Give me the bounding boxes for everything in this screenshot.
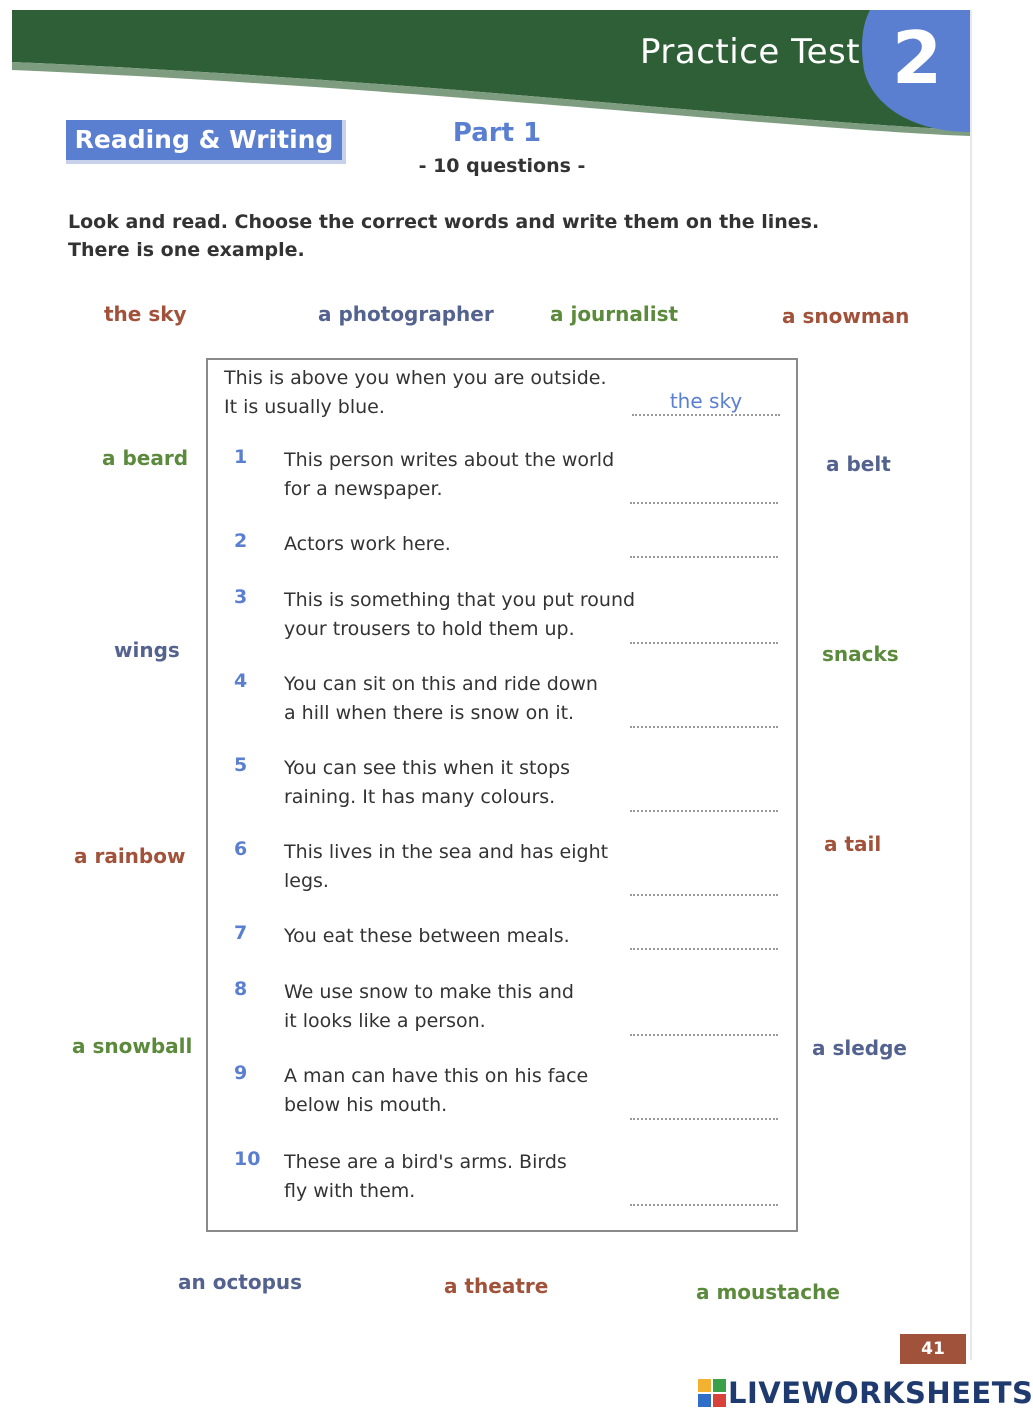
page-number: 41 xyxy=(900,1334,966,1364)
word-an-octopus: an octopus xyxy=(178,1270,303,1294)
question-item xyxy=(208,446,796,526)
question-text xyxy=(284,922,644,951)
question-item xyxy=(208,670,796,750)
question-line-1: This lives in the sea and has eight xyxy=(284,841,609,863)
question-number: 1 xyxy=(234,446,248,468)
answer-line[interactable] xyxy=(630,502,778,504)
word-the-sky: the sky xyxy=(104,302,187,326)
question-line-2: legs. xyxy=(284,870,329,892)
question-line-1: You can sit on this and ride down xyxy=(284,673,598,695)
word-a-rainbow: a rainbow xyxy=(74,844,186,868)
worksheet-page xyxy=(12,10,972,1360)
question-line-1: This person writes about the world xyxy=(284,449,615,471)
example-line-2: It is usually blue. xyxy=(224,396,385,418)
question-line-2: a hill when there is snow on it. xyxy=(284,702,575,724)
word-wings: wings xyxy=(114,638,180,662)
question-text xyxy=(284,754,644,812)
brand-name: LIVEWORKSHEETS xyxy=(728,1376,1033,1410)
question-line-2: below his mouth. xyxy=(284,1094,448,1116)
questions-box xyxy=(206,358,798,1232)
question-text xyxy=(284,586,644,644)
question-item xyxy=(208,586,796,666)
word-a-snowman: a snowman xyxy=(782,304,910,328)
word-a-tail: a tail xyxy=(824,832,882,856)
question-text xyxy=(284,446,644,504)
question-number: 4 xyxy=(234,670,248,692)
part-title: Part 1 xyxy=(452,118,542,148)
answer-line[interactable] xyxy=(630,1118,778,1120)
question-line-2: your trousers to hold them up. xyxy=(284,618,575,640)
answer-line[interactable] xyxy=(630,726,778,728)
part-subtitle: - 10 questions - xyxy=(418,155,586,177)
instructions-line-2: There is one example. xyxy=(68,239,305,261)
question-item xyxy=(208,1062,796,1142)
question-number: 2 xyxy=(234,530,248,552)
word-a-belt: a belt xyxy=(826,452,891,476)
question-number: 5 xyxy=(234,754,248,776)
question-line-2: fly with them. xyxy=(284,1180,416,1202)
question-item xyxy=(208,1148,796,1228)
answer-line[interactable] xyxy=(630,1204,778,1206)
question-text xyxy=(284,1062,644,1120)
question-text xyxy=(284,670,644,728)
answer-line[interactable] xyxy=(630,1034,778,1036)
liveworksheets-logo-icon xyxy=(698,1379,726,1407)
question-line-2: it looks like a person. xyxy=(284,1010,486,1032)
example-line-1: This is above you when you are outside. xyxy=(224,367,607,389)
question-item xyxy=(208,838,796,918)
word-a-snowball: a snowball xyxy=(72,1034,193,1058)
question-line-1: You eat these between meals. xyxy=(284,925,570,947)
example-text xyxy=(224,364,624,422)
answer-line[interactable] xyxy=(630,810,778,812)
question-number: 9 xyxy=(234,1062,248,1084)
question-text xyxy=(284,1148,644,1206)
question-line-1: A man can have this on his face xyxy=(284,1065,589,1087)
answer-line[interactable] xyxy=(630,948,778,950)
word-a-sledge: a sledge xyxy=(812,1036,907,1060)
question-number: 10 xyxy=(234,1148,261,1170)
question-line-1: We use snow to make this and xyxy=(284,981,574,1003)
brand-logo[interactable] xyxy=(698,1376,1033,1410)
word-a-moustache: a moustache xyxy=(696,1280,840,1304)
question-line-1: Actors work here. xyxy=(284,533,451,555)
question-text xyxy=(284,838,644,896)
example-answer: the sky xyxy=(632,388,780,416)
question-line-2: raining. It has many colours. xyxy=(284,786,556,808)
word-a-journalist: a journalist xyxy=(550,302,679,326)
word-a-photographer: a photographer xyxy=(318,302,494,326)
word-a-beard: a beard xyxy=(102,446,189,470)
word-a-theatre: a theatre xyxy=(444,1274,549,1298)
question-line-1: You can see this when it stops xyxy=(284,757,571,779)
question-line-1: These are a bird's arms. Birds xyxy=(284,1151,567,1173)
question-text xyxy=(284,530,644,559)
question-line-1: This is something that you put round xyxy=(284,589,636,611)
section-tag: Reading & Writing xyxy=(66,120,346,164)
question-item xyxy=(208,978,796,1058)
instructions-line-1: Look and read. Choose the correct words and write them on the lines. xyxy=(68,211,820,233)
practice-test-title: Practice Test xyxy=(640,32,861,72)
question-item xyxy=(208,754,796,834)
answer-line[interactable] xyxy=(630,642,778,644)
question-text xyxy=(284,978,644,1036)
word-snacks: snacks xyxy=(822,642,899,666)
question-number: 6 xyxy=(234,838,248,860)
instructions xyxy=(68,208,868,264)
question-number: 3 xyxy=(234,586,248,608)
question-line-2: for a newspaper. xyxy=(284,478,443,500)
answer-line[interactable] xyxy=(630,556,778,558)
answer-line[interactable] xyxy=(630,894,778,896)
question-number: 8 xyxy=(234,978,248,1000)
question-number: 7 xyxy=(234,922,248,944)
test-number: 2 xyxy=(892,16,943,100)
